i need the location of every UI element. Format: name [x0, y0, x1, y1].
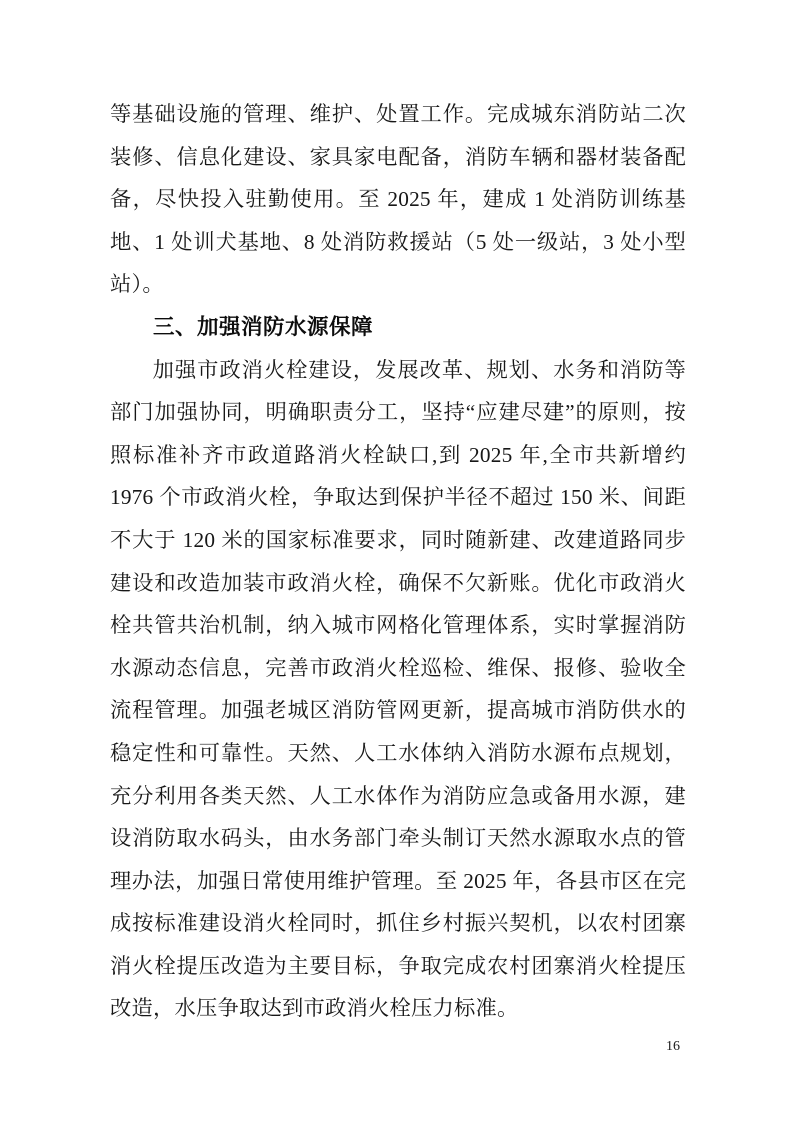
- page-content: [110, 93, 686, 1030]
- paragraph-continuation: 等基础设施的管理、维护、处置工作。完成城东消防站二次装修、信息化建设、家具家电配备，消防车辆和器材装备配备，尽快投入驻勤使用。至 2025 年，建成 1 处消防训练基地、1 处训犬基地、8 处消防救援站（5 处一级站，3 处小型站）。: [110, 102, 686, 297]
- section-body-paragraph: 加强市政消火栓建设，发展改革、规划、水务和消防等部门加强协同，明确职责分工，坚持“应建尽建”的原则，按照标准补齐市政道路消火栓缺口,到 2025 年,全市共新增约 1976 个市政消火栓，争取达到保护半径不超过 150 米、间距不大于 120 米的国家标准要求，同时随新建、改建道路同步建设和改造加装市政消火栓，确保不欠新账。优化市政消火栓共管共治机制，纳入城市网格化管理体系，实时掌握消防水源动态信息，完善市政消火栓巡检、维保、报修、验收全流程管理。加强老城区消防管网更新，提高城市消防供水的稳定性和可靠性。天然、人工水体纳入消防水源布点规划，充分利用各类天然、人工水体作为消防应急或备用水源，建设消防取水码头，由水务部门牵头制订天然水源取水点的管理办法，加强日常使用维护管理。至 2025 年，各县市区在完成按标准建设消火栓同时，抓住乡村振兴契机，以农村团寨消火栓提压改造为主要目标，争取完成农村团寨消火栓提压改造，水压争取达到市政消火栓压力标准。: [110, 357, 686, 1021]
- page-number: 16: [666, 1039, 680, 1054]
- section-heading: 三、加强消防水源保障: [153, 314, 374, 339]
